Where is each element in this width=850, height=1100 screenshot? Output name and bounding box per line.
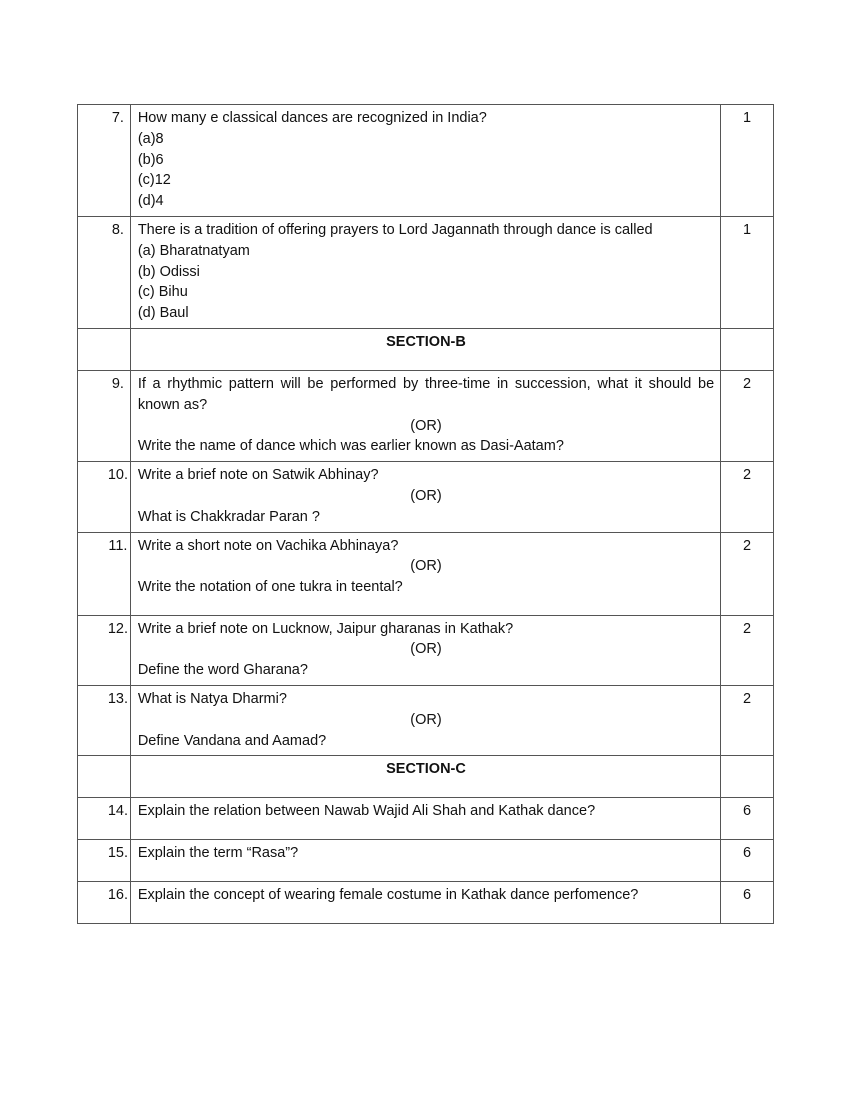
or-separator: (OR) — [410, 417, 442, 434]
question-text: Write a brief note on Lucknow, Jaipur gharanas in Kathak? — [137, 620, 514, 637]
question-paper-table-container — [77, 104, 774, 924]
question-text: Write a brief note on Satwik Abhinay? — [137, 467, 379, 484]
question-number: 10. — [107, 467, 128, 484]
marks-value: 2 — [743, 690, 752, 707]
marks-value: 2 — [743, 467, 752, 484]
option-b: (b)6 — [137, 151, 164, 168]
marks-cell — [721, 798, 774, 840]
question-cell — [130, 462, 720, 532]
marks-value: 1 — [743, 221, 752, 238]
question-cell — [130, 685, 720, 755]
question-number-cell — [78, 532, 131, 615]
question-table — [77, 104, 774, 924]
question-cell — [130, 532, 720, 615]
table-row — [78, 216, 774, 328]
table-row — [78, 798, 774, 840]
question-cell — [130, 105, 720, 217]
marks-cell — [721, 462, 774, 532]
or-separator: (OR) — [410, 641, 442, 658]
question-text: What is Natya Dharmi? — [137, 690, 287, 707]
section-heading-row — [78, 328, 774, 370]
question-number-cell — [78, 370, 131, 461]
question-number-cell — [78, 840, 131, 882]
question-number-cell — [78, 882, 131, 924]
empty-cell — [721, 756, 774, 798]
marks-value: 6 — [743, 887, 752, 904]
empty-cell — [721, 328, 774, 370]
option-d: (d) Baul — [137, 305, 189, 322]
alternative-question-text: Write the notation of one tukra in teental? — [137, 579, 403, 596]
option-c: (c)12 — [137, 172, 171, 189]
question-number: 7. — [111, 110, 124, 126]
table-row — [78, 105, 774, 217]
marks-cell — [721, 882, 774, 924]
option-d: (d)4 — [137, 193, 164, 210]
question-text: How many e classical dances are recognized in India? — [137, 110, 487, 126]
question-number-cell — [78, 216, 131, 328]
question-number: 11. — [108, 537, 128, 554]
marks-value: 1 — [743, 110, 752, 126]
question-number: 16. — [107, 887, 128, 904]
table-row — [78, 370, 774, 461]
question-cell — [130, 840, 720, 882]
question-cell — [130, 216, 720, 328]
marks-cell — [721, 105, 774, 217]
marks-value: 2 — [743, 375, 752, 392]
question-number-cell — [78, 462, 131, 532]
table-row — [78, 882, 774, 924]
table-row — [78, 685, 774, 755]
table-row — [78, 840, 774, 882]
question-text: Explain the concept of wearing female costume in Kathak dance perfomence? — [137, 887, 639, 904]
marks-value: 6 — [743, 803, 752, 820]
section-heading-row — [78, 756, 774, 798]
question-cell — [130, 615, 720, 685]
question-cell — [130, 798, 720, 840]
question-number: 13. — [107, 690, 128, 707]
marks-cell — [721, 615, 774, 685]
option-a: (a) Bharatnatyam — [137, 242, 250, 259]
question-number-cell — [78, 615, 131, 685]
marks-cell — [721, 216, 774, 328]
section-b-heading: SECTION-B — [130, 328, 720, 370]
question-number: 14. — [107, 803, 128, 820]
marks-cell — [721, 532, 774, 615]
marks-value: 2 — [743, 537, 752, 554]
or-separator: (OR) — [410, 558, 442, 575]
question-number: 8. — [111, 221, 124, 238]
option-b: (b) Odissi — [137, 263, 200, 280]
marks-cell — [721, 840, 774, 882]
table-row — [78, 532, 774, 615]
marks-cell — [721, 685, 774, 755]
marks-cell — [721, 370, 774, 461]
alternative-question-text: Define Vandana and Aamad? — [137, 732, 327, 749]
question-number: 15. — [107, 845, 128, 862]
question-number: 9. — [111, 375, 124, 392]
alternative-question-text: Define the word Gharana? — [137, 662, 308, 679]
option-c: (c) Bihu — [137, 284, 188, 301]
empty-cell — [78, 328, 131, 370]
question-text: Explain the term “Rasa”? — [137, 845, 299, 862]
question-number-cell — [78, 105, 131, 217]
table-row — [78, 462, 774, 532]
alternative-question-text: Write the name of dance which was earlier known as Dasi-Aatam? — [137, 438, 564, 455]
empty-cell — [78, 756, 131, 798]
section-c-heading: SECTION-C — [130, 756, 720, 798]
or-separator: (OR) — [410, 487, 442, 504]
alternative-question-text: What is Chakkradar Paran ? — [137, 508, 320, 525]
question-text: There is a tradition of offering prayers to Lord Jagannath through dance is called — [137, 221, 653, 238]
question-cell — [130, 370, 720, 461]
question-cell — [130, 882, 720, 924]
option-a: (a)8 — [137, 130, 164, 147]
or-separator: (OR) — [410, 711, 442, 728]
question-text: Write a short note on Vachika Abhinaya? — [137, 537, 399, 554]
question-number: 12. — [107, 620, 128, 637]
question-text: If a rhythmic pattern will be performed by three-time in succession, what it should be known as? — [137, 375, 715, 413]
question-number-cell — [78, 798, 131, 840]
marks-value: 2 — [743, 620, 752, 637]
table-row — [78, 615, 774, 685]
question-number-cell — [78, 685, 131, 755]
marks-value: 6 — [743, 845, 752, 862]
question-text: Explain the relation between Nawab Wajid Ali Shah and Kathak dance? — [137, 803, 596, 820]
